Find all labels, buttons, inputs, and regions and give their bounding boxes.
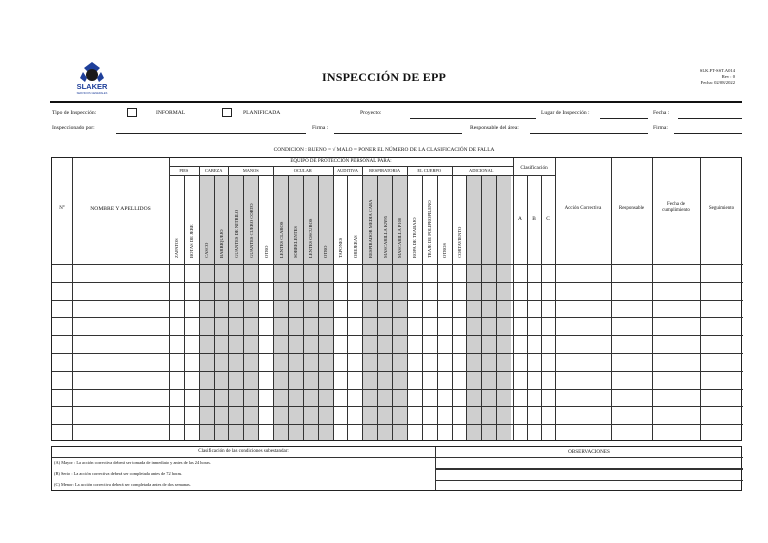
condicion-legend: CONDICION : BUENO = √ MALO = PONER EL NÚMERO DE LA CLASIFICACIÓN DE FALLA: [273, 147, 495, 153]
inspection-table: [51, 157, 742, 441]
item-label: CASCO: [204, 242, 210, 258]
item-label: SOBRELENTES: [293, 226, 299, 258]
item-label: MASCARILLA KN95: [382, 216, 388, 258]
inspeccionado-label: Inspeccionado por:: [52, 125, 95, 131]
table-row-cells[interactable]: [52, 300, 743, 318]
item-label: ZAPATOS: [174, 238, 180, 258]
clasificacion-title: Clasificación de las condiciones subestandar:: [198, 449, 289, 454]
equipo-rule: [169, 166, 513, 167]
clasificacion-header: Clasificación: [520, 165, 548, 171]
item-header: [217, 173, 225, 263]
item-header: [321, 173, 329, 263]
tipo-inspeccion-label: Tipo de Inspección:: [52, 110, 97, 116]
proyecto-field[interactable]: [410, 118, 536, 119]
observaciones-rule: [435, 480, 743, 481]
item-label: BARBIQUEJO: [219, 229, 225, 258]
clasificacion-c: (C) Menor: La acción correctiva deberá ser completada antes de dos semanas.: [54, 482, 191, 487]
group-header: EL CUERPO: [417, 168, 442, 173]
item-header: [232, 173, 240, 263]
fecha-line-1: Fecha de: [667, 202, 685, 207]
col-header-n: N°: [59, 206, 65, 211]
item-label: MASCARILLA P100: [397, 217, 403, 258]
item-header: [172, 173, 180, 263]
document-code: SLK.FT-SST.A014: [699, 68, 735, 73]
fecha-label: Fecha :: [653, 110, 670, 116]
firma2-field[interactable]: [674, 133, 742, 134]
table-row-cells[interactable]: [52, 424, 743, 442]
item-label: LENTES OSCUROS: [308, 218, 314, 258]
fecha-field[interactable]: [678, 118, 742, 119]
item-header: [425, 173, 433, 263]
item-header: [440, 173, 448, 263]
item-header: [336, 173, 344, 263]
firma-field[interactable]: [334, 133, 462, 134]
equipo-header: EQUIPO DE PROTECCIÓN PERSONAL PARA:: [290, 159, 392, 164]
document-revision: Rev : 0: [721, 74, 735, 79]
footer-box: [51, 446, 742, 491]
informal-label: INFORMAL: [156, 110, 186, 116]
item-label: TRAJE DE POLIPROPILENO: [427, 200, 433, 258]
table-row-cells[interactable]: [52, 335, 743, 353]
inspeccionado-field[interactable]: [116, 133, 306, 134]
group-header: CABEZA: [204, 168, 223, 173]
class-letter: C: [546, 216, 550, 222]
lugar-field[interactable]: [600, 118, 648, 119]
observaciones-rule: [435, 469, 743, 470]
item-label: OTRO: [323, 245, 329, 258]
clasificacion-a: (A) Mayor : La acción correctiva deberá ser tomada de inmediato y antes de las 24 horas.: [54, 460, 211, 465]
group-header: MANOS: [242, 168, 259, 173]
item-header: [247, 173, 255, 263]
group-header: PIES: [179, 168, 189, 173]
item-label: GUANTES CUERO CORTO: [248, 203, 254, 258]
table-row-cells[interactable]: [52, 406, 743, 424]
proyecto-label: Proyecto:: [360, 110, 382, 116]
group-header: ADICIONAL: [469, 168, 494, 173]
group-header: OCULAR: [293, 168, 312, 173]
item-label: TAPONES: [338, 237, 343, 258]
item-header: [306, 173, 314, 263]
responsable-area-field[interactable]: [530, 133, 648, 134]
item-header: [202, 173, 210, 263]
col-header-fecha: [652, 202, 700, 214]
table-row-cells[interactable]: [52, 353, 743, 371]
page-title: INSPECCIÓN DE EPP: [321, 70, 447, 84]
observaciones-title: OBSERVACIONES: [568, 449, 610, 455]
item-label: OTROS: [442, 242, 448, 258]
footer-rule: [52, 457, 435, 458]
table-row-cells[interactable]: [52, 389, 743, 407]
group-header: RESPIRATORIA: [369, 168, 401, 173]
item-header: [500, 173, 508, 263]
item-label: OREJERAS: [352, 235, 358, 258]
item-header: [291, 173, 299, 263]
item-header: [277, 173, 285, 263]
header-divider: [50, 101, 742, 103]
group-header: AUDITIVA: [336, 168, 358, 173]
lugar-label: Lugar de Inspección :: [541, 110, 590, 116]
planificada-label: PLANIFICADA: [243, 110, 281, 116]
item-header: [455, 173, 463, 263]
item-label: OTRO: [263, 245, 269, 258]
col-header-nombre: NOMBRE Y APELLIDOS: [90, 206, 151, 212]
item-header: [395, 173, 403, 263]
fecha-line-2: cumplimiento: [662, 208, 690, 213]
item-header: [187, 173, 195, 263]
item-label: ROPA DE TRABAJO: [412, 217, 418, 258]
item-header: [366, 173, 374, 263]
logo-text: SLAKER: [76, 82, 108, 91]
class-rule: [513, 175, 555, 176]
class-letter: A: [518, 216, 522, 222]
item-header: [262, 173, 270, 263]
planificada-checkbox[interactable]: [222, 108, 232, 117]
item-label: CORTAVIENTO: [456, 226, 462, 258]
observaciones-rule: [435, 457, 743, 458]
logo-subtext: SERVICIOS GENERALES: [76, 92, 108, 95]
responsable-area-label: Responsable del área:: [470, 125, 519, 131]
clasificacion-b: (B) Serio : La acción correctiva deberá ser completada antes de 72 horas.: [54, 471, 183, 476]
table-row-cells[interactable]: [52, 317, 743, 335]
table-row-cells[interactable]: [52, 264, 743, 282]
document-date: Fecha: 02/08/2022: [700, 80, 735, 85]
item-label: GUANTES DE NITRILO: [233, 209, 239, 258]
col-header-accion: Acción Correctiva: [564, 206, 602, 211]
item-header: [410, 173, 418, 263]
class-letter: B: [532, 216, 536, 222]
item-label: LENTES CLAROS: [278, 221, 284, 258]
table-row-cells[interactable]: [52, 282, 743, 300]
item-header: [381, 173, 389, 263]
table-row-cells[interactable]: [52, 371, 743, 389]
item-label: RESPIRADOR MEDIA CARA: [367, 199, 373, 258]
item-header: [470, 173, 478, 263]
item-header: [485, 173, 493, 263]
document-meta: [700, 68, 735, 86]
item-header: [351, 173, 359, 263]
firma-label: Firma :: [312, 125, 329, 131]
firma2-label: Firma:: [653, 125, 668, 131]
col-header-responsable: Responsable: [618, 206, 645, 211]
col-header-seguimiento: Seguimiento: [708, 206, 735, 211]
item-label: BOTAS DE JEBE: [189, 224, 195, 258]
informal-checkbox[interactable]: [127, 108, 137, 117]
